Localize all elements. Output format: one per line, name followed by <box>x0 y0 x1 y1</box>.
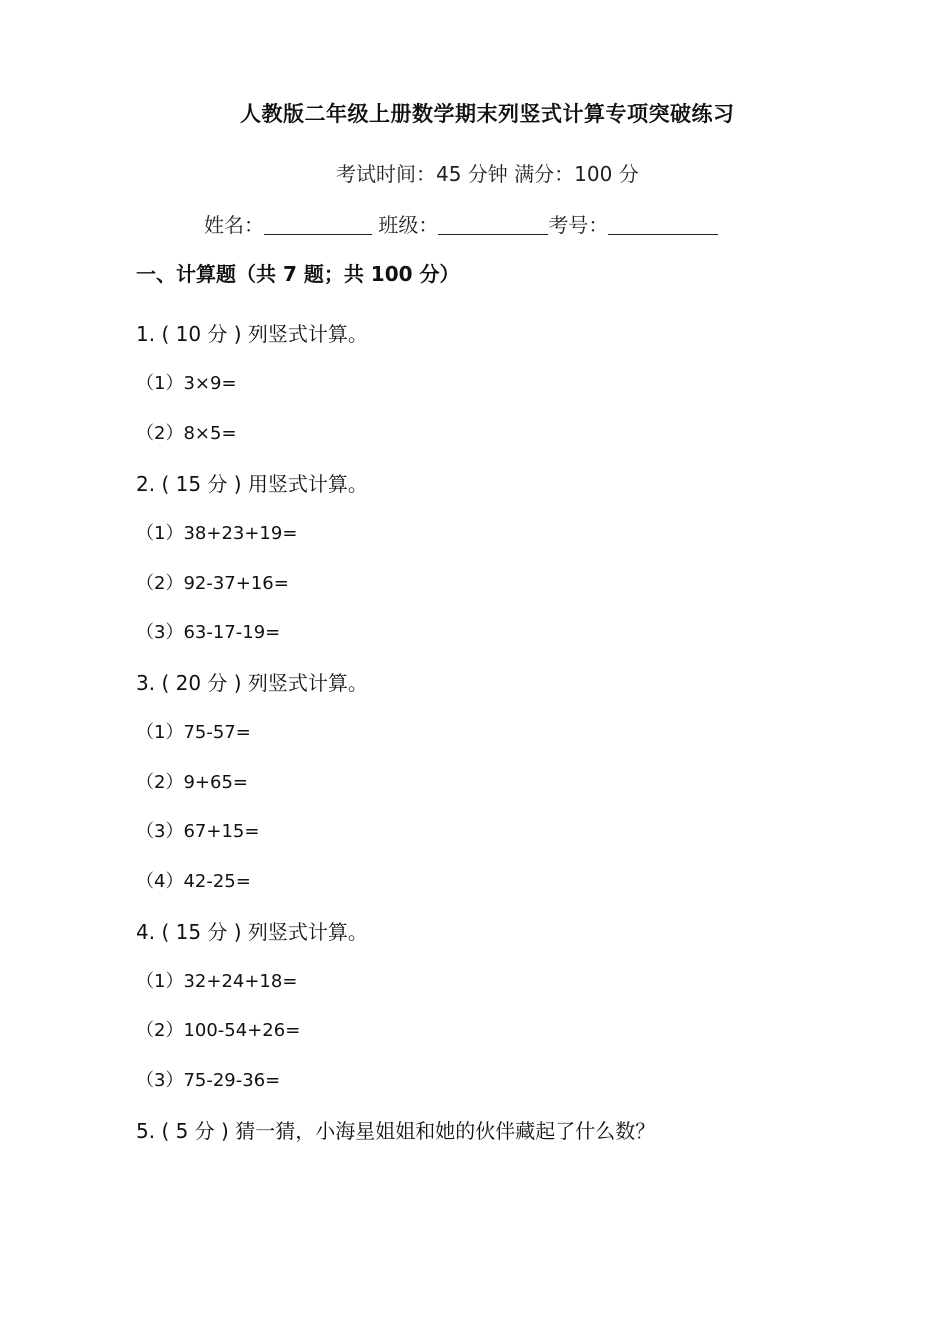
question-title: 1. ( 10 分 ) 列竖式计算。 <box>136 322 368 346</box>
question-item: （2）100-54+26= <box>136 1020 301 1041</box>
question-item: （2）9+65= <box>136 772 248 793</box>
class-label: 班级： <box>378 213 439 237</box>
question-item: （1）38+23+19= <box>136 523 298 544</box>
student-info-row <box>204 214 718 235</box>
page-title: 人教版二年级上册数学期末列竖式计算专项突破练习 <box>240 102 735 126</box>
question-item: （2）8×5= <box>136 423 237 444</box>
question-title: 3. ( 20 分 ) 列竖式计算。 <box>136 671 368 695</box>
question-item: （3）75-29-36= <box>136 1070 281 1091</box>
question-title: 5. ( 5 分 ) 猜一猜，小海星姐姐和她的伙伴藏起了什么数？ <box>136 1119 656 1143</box>
question-item: （1）75-57= <box>136 722 251 743</box>
exam-no-label: 考号： <box>548 213 609 237</box>
question-item: （1）32+24+18= <box>136 971 298 992</box>
question-item: （2）92-37+16= <box>136 573 289 594</box>
question-item: （3）67+15= <box>136 821 260 842</box>
question-item: （1）3×9= <box>136 373 237 394</box>
class-blank[interactable] <box>438 214 548 235</box>
exam-meta: 考试时间：45 分钟 满分：100 分 <box>336 162 639 186</box>
question-item: （3）63-17-19= <box>136 622 281 643</box>
name-blank[interactable] <box>264 214 372 235</box>
section-heading: 一、计算题（共 7 题；共 100 分） <box>136 262 460 286</box>
exam-no-blank[interactable] <box>608 214 718 235</box>
name-label: 姓名： <box>204 213 264 237</box>
question-item: （4）42-25= <box>136 871 251 892</box>
question-title: 4. ( 15 分 ) 列竖式计算。 <box>136 920 368 944</box>
question-title: 2. ( 15 分 ) 用竖式计算。 <box>136 472 368 496</box>
